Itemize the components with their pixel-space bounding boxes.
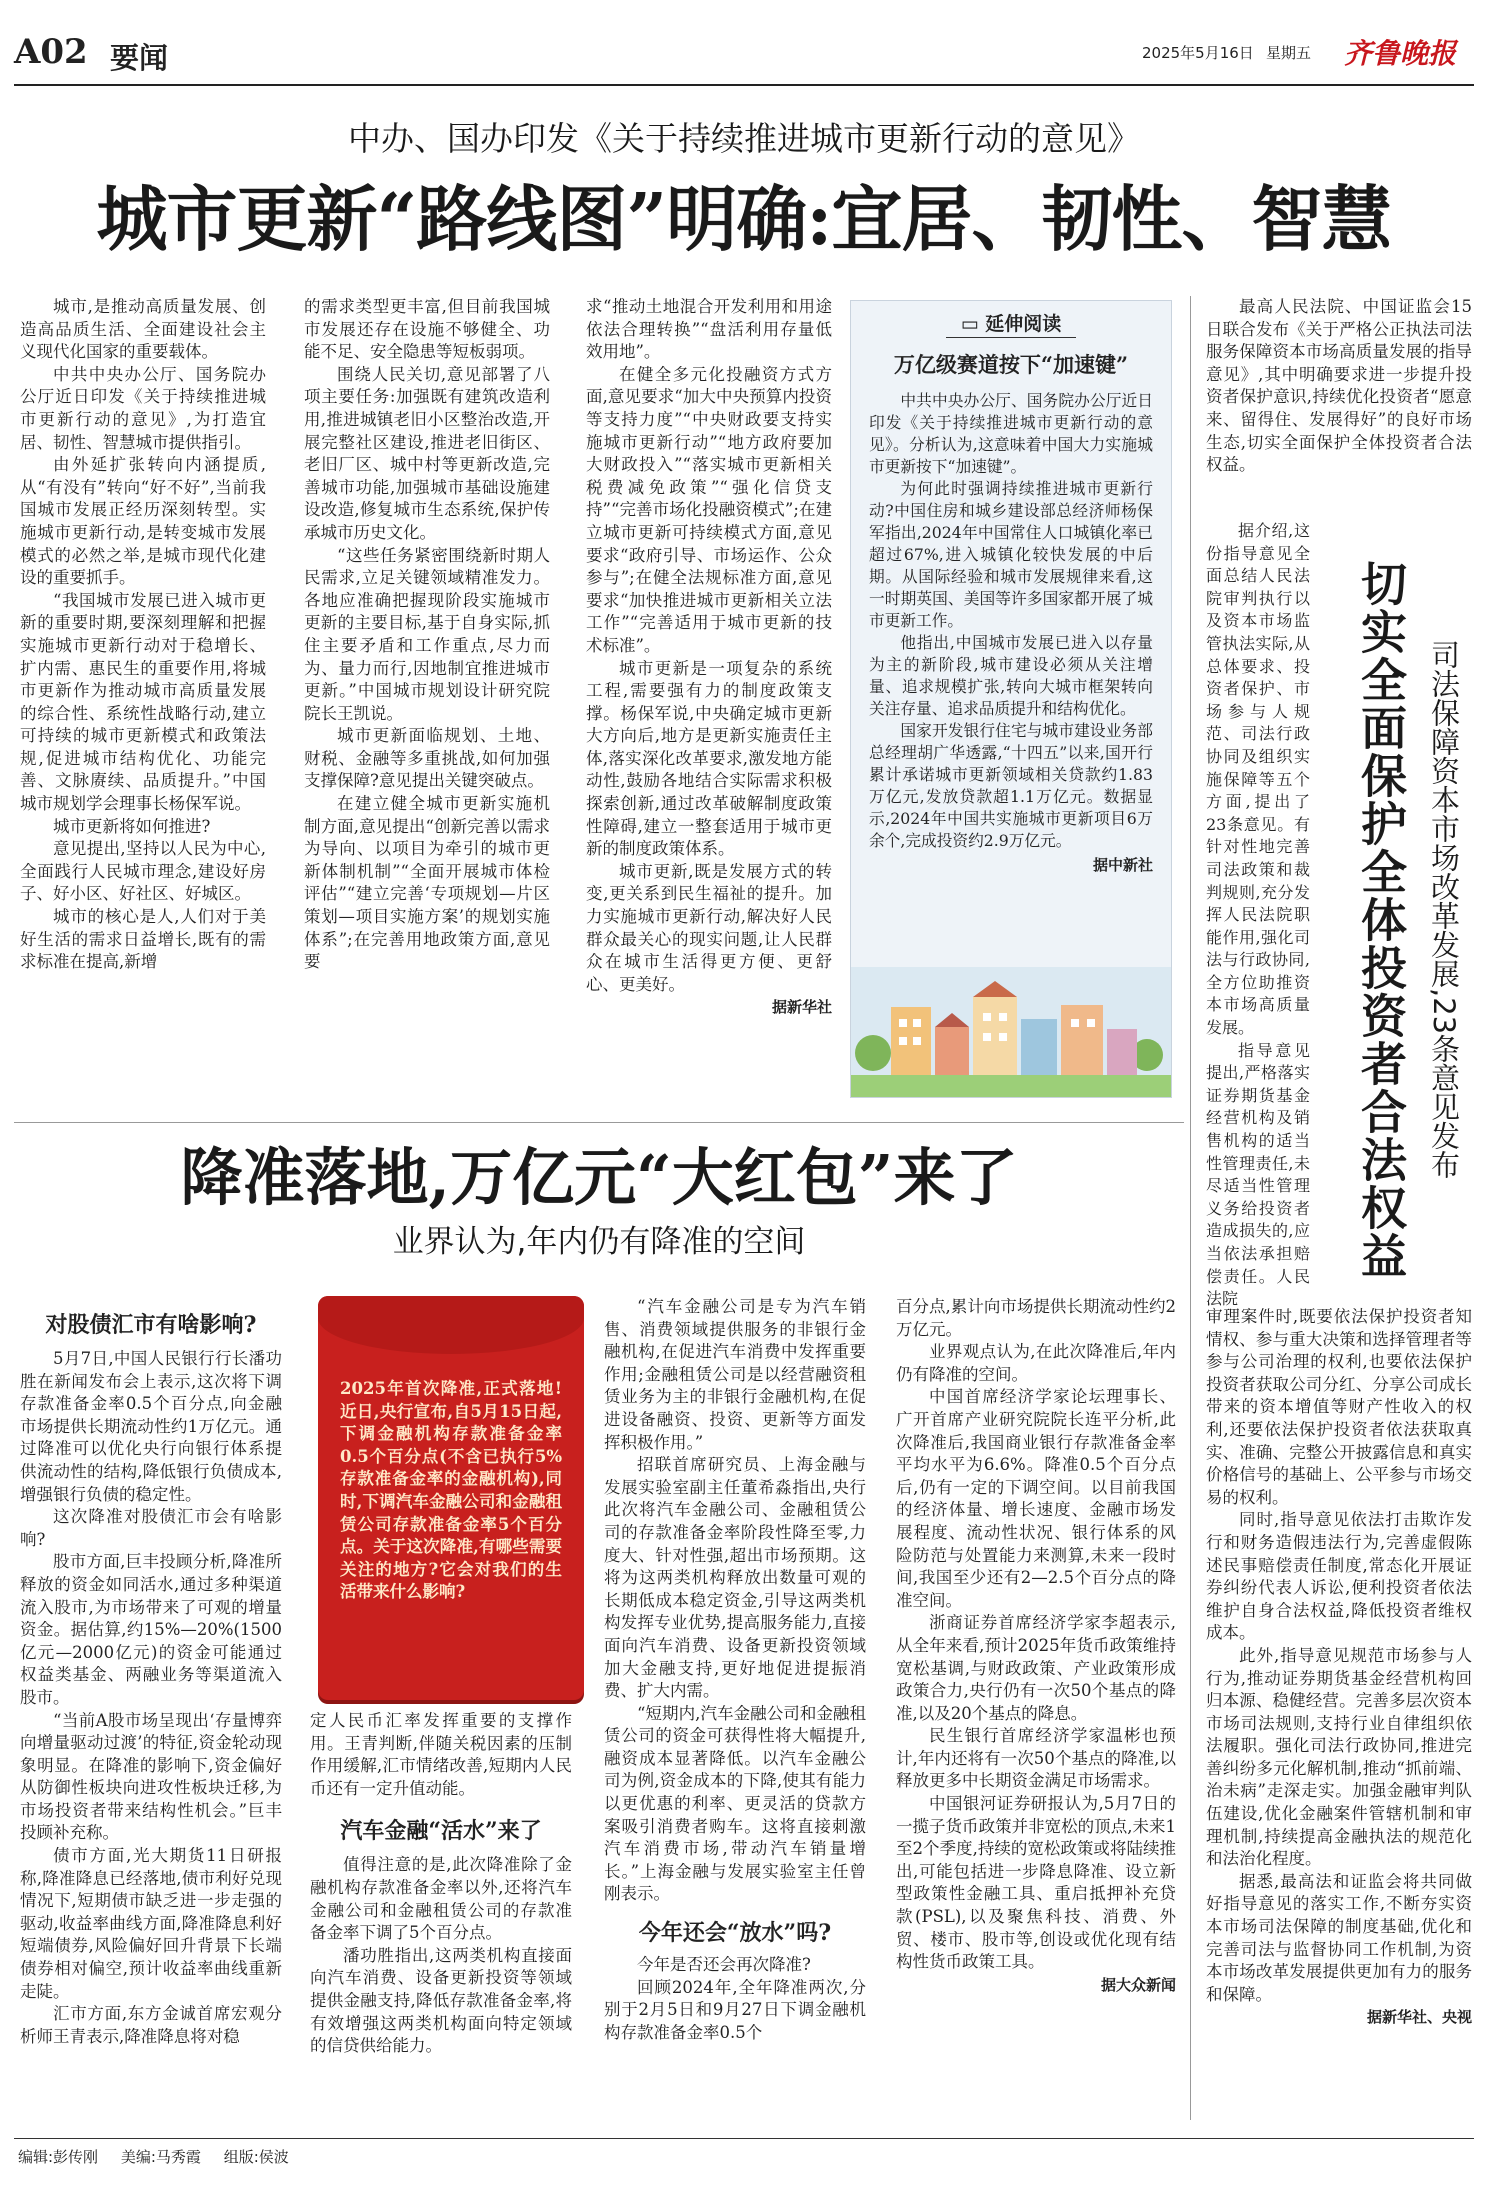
paragraph: 回顾2024年,全年降准两次,分别于2月5日和9月27日下调金融机构存款准备金率0.5个 [604,1977,866,2042]
paragraph: 城市,是推动高质量发展、创造高品质生活、全面建设社会主义现代化国家的重要载体。 [20,297,266,362]
paragraph: 汇市方面,东方金诚首席宏观分析师王青表示,降准降息将对稳 [20,2004,282,2046]
illustration-window [1071,1019,1079,1027]
paragraph: 值得注意的是,此次降准除了金融机构存款准备金率以外,还将汽车金融公司和金融租赁公司的存款准备金率下调了5个百分点。 [310,1855,572,1943]
illustration-building [1107,1029,1137,1077]
paragraph: 城市的核心是人,人们对于美好生活的需求日益增长,既有的需求标准在提高,新增 [20,907,266,972]
illustration-building [935,1027,969,1077]
paragraph: 定人民币汇率发挥重要的支撑作用。王青判断,伴随关税因素的压制作用缓解,汇市情绪改善,短期内人民币还有一定升值动能。 [310,1711,572,1798]
paragraph: 招联首席研究员、上海金融与发展实验室副主任董希淼指出,央行此次将汽车金融公司、金融租赁公司的存款准备金率阶段性降至零,力度大、针对性强,超出市场预期。这将为这两类机构释放出数量可观的长期低成本稳定资金,引导这两类机构发挥专业优势,提高服务能力,直接面向汽车消费、设备更新投资领域加大金融支持,更好地促进提振消费、扩大内需。 [604,1455,866,1701]
story2-col2 [310,1710,572,2058]
story1-kicker: 中办、国办印发《关于持续推进城市更新行动的意见》 [348,119,1140,158]
paragraph: 中共中央办公厅、国务院办公厅近日印发《关于持续推进城市更新行动的意见》。分析认为,这意味着中国大力实施城市更新按下“加速键”。 [869,391,1153,476]
paragraph: 城市更新,既是发展方式的转变,更关系到民生福祉的提升。加力实施城市更新行动,解决好人民群众最关心的现实问题,让人民群众在城市生活得更方便、更舒心、更美好。 [586,861,832,994]
paragraph: 据介绍,这份指导意见全面总结人民法院审判执行以及资本市场监管执法实际,从总体要求、投资者保护、市场参与人规范、司法行政协同及组织实施保障等五个方面,提出了23条意见。有针对性地完善司法政策和裁判规则,充分发挥人民法院职能作用,强化司法与行政协同,全方位助推资本市场高质量发展。 [1206,521,1310,1038]
page-number: A02 [14,32,88,72]
extended-tag [946,311,1076,338]
section-name: 要闻 [110,41,169,75]
story1-headline: 城市更新“路线图”明确:宜居、韧性、智慧 [96,177,1392,261]
paragraph: 股市方面,巨丰投顾分析,降准所释放的资金如同活水,通过多种渠道流入股市,为市场带来了可观的增量资金。据估算,约15%—20%(1500亿元—2000亿元)的资金可能通过权益类基金、两融业务等渠道流入股市。 [20,1552,282,1707]
illustration-building [891,1007,931,1077]
paragraph: “汽车金融公司是专为汽车销售、消费领域提供服务的非银行金融机构,在促进汽车消费中发挥重要作用;金融租赁公司是以经营融资租赁业务为主的非银行金融机构,在促进设备融资、投资、更新等方面发挥积极作用。” [604,1297,866,1452]
paragraph: 今年是否还会再次降准? [637,1955,811,1975]
designer-credit: 美编:马秀霞 [120,2148,201,2166]
paragraph: 中国银河证券研报认为,5月7日的一揽子货币政策并非宽松的顶点,未来1至2个季度,持续的宽松政策或将陆续推出,可能包括进一步降息降准、设立新型政策性金融工具、重启抵押补充贷款(PSL),以及聚焦科技、消费、外贸、楼市、股市等,创设或优化现有结构性货币政策工具。 [896,1794,1176,1972]
extended-credit: 据中新社 [1092,856,1153,874]
paragraph: “当前A股市场呈现出‘存量博弈向增量驱动过渡’的特征,资金轮动现象明显。在降准的影响下,资金偏好从防御性板块向进攻性板块迁移,为市场投资者带来结构性机会。”巨丰投顾补充称。 [20,1710,282,1843]
paragraph: 意见提出,坚持以人民为中心,全面践行人民城市理念,建设好房子、好小区、好社区、好城区。 [20,839,266,904]
illustration-window [899,1019,907,1027]
illustration-building [1021,1019,1057,1077]
extended-tag-label: 延伸阅读 [985,313,1062,335]
paragraph: “我国城市发展已进入城市更新的重要时期,要深刻理解和把握实施城市更新行动对于稳增长、扩内需、惠民生的重要作用,将城市更新作为推动城市高质量发展的综合性、系统性战略行动,建立可持续的城市更新模式和政策法规,促进城市结构优化、功能完善、文脉赓续、品质提升。”中国城市规划学会理事长杨保军说。 [20,590,266,814]
paragraph: 审理案件时,既要依法保护投资者知情权、参与重大决策和选择管理者等参与公司治理的权利,也要依法保护投资者获取公司分红、分享公司成长带来的资本增值等财产性收入的权利,还要依法保护投资者依法获取真实、准确、完整公开披露信息和真实价格信号的基础上、公平参与市场交易的权利。 [1206,1307,1472,1507]
document-icon: ▭ [960,313,979,335]
story1-col3 [586,296,832,1018]
side-kicker: 司法保障资本市场改革发展,23条意见发布 [1427,640,1461,1180]
side-credit: 据新华社、央视 [1366,2008,1472,2027]
paragraph: 同时,指导意见依法打击欺诈发行和财务造假违法行为,完善虚假陈述民事赔偿责任制度,常态化开展证券纠纷代表人诉讼,便利投资者依法维护自身合法权益,降低投资者维权成本。 [1206,1510,1472,1643]
paragraph: “短期内,汽车金融公司和金融租赁公司的资金可获得性将大幅提升,融资成本显著降低。以汽车金融公司为例,资金成本的下降,使其有能力以更优惠的利率、更灵活的贷款方案吸引消费者购车。这将直接刺激汽车消费市场,带动汽车销量增长。”上海金融与发展实验室主任曾刚表示。 [604,1703,866,1904]
paragraph: 债市方面,光大期货11日研报称,降准降息已经落地,债市利好兑现情况下,短期债市缺乏进一步走强的驱动,收益率曲线方面,降准降息利好短端债券,风险偏好回升背景下长端债券相对偏空,预计收益率曲线重新走陡。 [20,1846,282,2001]
illustration-window [999,1013,1007,1021]
extended-body [851,380,1171,876]
issue-date: 2025年5月16日 [1142,44,1254,62]
story1-col2 [304,296,550,974]
story-divider [14,1122,1184,1123]
story1-col1 [20,296,266,974]
side-headline: 切实全面保护全体投资者合法权益 [1354,560,1408,1280]
illustration-window [899,1037,907,1045]
story2-headline: 降准落地,万亿元“大红包”来了 [180,1141,1018,1214]
illustration-window [999,1033,1007,1041]
paragraph: 潘功胜指出,这两类机构直接面向汽车消费、设备更新投资等领域提供金融支持,降低存款准备金率,将有效增强这两类机构面向特定领域的信贷供给能力。 [310,1945,572,2056]
footer-rule [14,2138,1474,2139]
extended-reading-box [850,300,1172,1098]
red-envelope-box [318,1296,584,1700]
column-divider [1190,296,1191,2120]
extended-title: 万亿级赛道按下“加速键” [893,352,1129,377]
paragraph: 围绕人民关切,意见部署了八项主要任务:加强既有建筑改造利用,推进城镇老旧小区整治改造,开展完整社区建设,推进老旧街区、老旧厂区、城中村等更新改造,完善城市功能,加强城市基础设施建设改造,修复城市生态系统,保护传承城市历史文化。 [304,364,550,542]
header-rule [14,84,1474,86]
paragraph: 他指出,中国城市发展已进入以存量为主的新阶段,城市建设必须从关注增量、追求规模扩张,转向大城市框架转向关注存量、追求品质提升和结构优化。 [869,633,1153,718]
illustration-ground [851,1075,1171,1097]
paragraph: 城市更新将如何推进? [53,816,211,836]
story2-subhead: 业界认为,年内仍有降准的空间 [392,1224,806,1260]
story2-subhead-stock-bond: 对股债汇市有啥影响? [45,1312,257,1338]
illustration-window [983,1033,991,1041]
paragraph: 民生银行首席经济学家温彬也预计,年内还将有一次50个基点的降准,以释放更多中长期资金满足市场需求。 [896,1726,1176,1791]
city-skyline-illustration [851,967,1171,1097]
paragraph: 求“推动土地混合开发利用和用途依法合理转换”“盘活利用存量低效用地”。 [586,297,832,362]
paragraph: 业界观点认为,在此次降准后,年内仍有降准的空间。 [896,1342,1176,1384]
story2-subhead-auto-finance: 汽车金融“活水”来了 [340,1818,542,1845]
paragraph: 中国首席经济学家论坛理事长、广开首席产业研究院院长连平分析,此次降准后,我国商业银行存款准备金率平均水平为6.6%。降准0.5个百分点后,仍有一定的下调空间。以目前我国的经济体量、增长速度、金融市场发展程度、流动性状况、银行体系的风险防范与处置能力来测算,未来一段时间,我国至少还有2—2.5个百分点的降准空间。 [896,1387,1176,1610]
paragraph: 在建立健全城市更新实施机制方面,意见提出“创新完善以需求为导向、以项目为牵引的城市更新体制机制”“全面开展城市体检评估”“建立完善‘专项规划—片区策划—项目实施方案’的规划实施体系”;在完善用地政策方面,意见要 [304,794,550,972]
paragraph: 这次降准对股债汇市会有啥影响? [20,1507,282,1549]
envelope-flap [318,1296,584,1354]
illustration-window [913,1019,921,1027]
side-narrow-text [1206,520,1310,1311]
illustration-window [1087,1019,1095,1027]
paragraph: 5月7日,中国人民银行行长潘功胜在新闻发布会上表示,这次将下调存款准备金率0.5个百分点,向金融市场提供长期流动性约1万亿元。通过降准可以优化央行向银行体系提供流动性的结构,降低银行负债成本,增强银行负债的稳定性。 [20,1349,282,1504]
illustration-window [983,1013,991,1021]
paragraph: 中共中央办公厅、国务院办公厅近日印发《关于持续推进城市更新行动的意见》,为打造宜居、韧性、智慧城市提供指引。 [20,364,266,452]
side-bottom-text [1206,1306,1472,2028]
paragraph: 据悉,最高法和证监会将共同做好指导意见的落实工作,不断夯实资本市场司法保障的制度基础,优化和完善司法与监督协同工作机制,为资本市场改革发展提供更加有力的服务和保障。 [1206,1871,1472,2004]
story1-credit: 据新华社 [771,998,832,1017]
paragraph: 城市更新面临规划、土地、财税、金融等多重挑战,如何加强支撑保障?意见提出关键突破点。 [304,726,550,791]
illustration-building [1061,1005,1103,1077]
illustration-window [913,1037,921,1045]
story2-col4 [896,1296,1176,1996]
paragraph: 浙商证券首席经济学家李超表示,从全年来看,预计2025年货币政策维持宽松基调,与财政政策、产业政策形成政策合力,央行仍有一次50个基点的降准,以及20个基点的降息。 [896,1613,1176,1723]
paragraph: 的需求类型更丰富,但目前我国城市发展还存在设施不够健全、功能不足、安全隐患等短板弱项。 [304,297,550,362]
illustration-building [973,997,1017,1077]
paragraph: 最高人民法院、中国证监会15日联合发布《关于严格公正执法司法 服务保障资本市场高质量发展的指导意见》,其中明确要求进一步提升投资者保护意识,持续优化投资者“愿意来、留得住、发展得好”的良好市场生态,切实全面保护全体投资者合法权益。 [1206,297,1472,475]
paragraph: “这些任务紧密围绕新时期人民需求,立足关键领域精准发力。各地应准确把握现阶段实施城市更新的主要目标,基于自身实际,抓住主要矛盾和工作重点,尽力而为、量力而行,因地制宜推进城市更新。”中国城市规划设计研究院院长王凯说。 [304,545,550,723]
page-header [14,30,1474,78]
story2-credit: 据大众新闻 [1100,1975,1176,1994]
red-box-text: 2025年首次降准,正式落地!近日,央行宣布,自5月15日起,下调金融机构存款准备金率0.5个百分点(不含已执行5%存款准备金率的金融机构),同时,下调汽车金融公司和金融租赁公司存款准备金率5个百分点。关于这次降准,有哪些需要关注的地方?它会对我们的生活带来什么影响? [340,1379,562,1602]
paragraph: 此外,指导意见规范市场参与人行为,推动证券期货基金经营机构回归本源、稳健经营。完善多层次资本市场司法规则,支持行业自律组织依法履职。强化司法行政协同,推进完善纠纷多元化解机制,推动“抓前端、治未病”走深走实。加强金融审判队伍建设,优化金融案件管辖机制和审理机制,持续提高金融执法的规范化和法治化程度。 [1206,1645,1472,1869]
illustration-tree [855,1035,891,1071]
editor-credit: 编辑:彭传刚 [18,2148,99,2166]
paragraph: 国家开发银行住宅与城市建设业务部总经理胡广华透露,“十四五”以来,国开行累计承诺城市更新领域相关贷款约1.83万亿元,发放贷款超1.1万亿元。数据显示,2024年中国共实施城市更新项目6万余个,完成投资约2.9万亿元。 [869,721,1153,850]
paragraph: 城市更新是一项复杂的系统工程,需要强有力的制度政策支撑。杨保军说,中央确定城市更新大方向后,地方是更新实施责任主体,落实深化改革要求,激发地方能动性,鼓励各地结合实际需求积极探索创新,通过改革破解制度政策性障碍,建立一整套适用于城市更新的制度政策体系。 [586,658,832,859]
story2-subhead-more-cuts: 今年还会“放水”吗? [638,1920,832,1947]
layout-credit: 组版:侯波 [223,2148,289,2166]
side-top-text [1206,296,1472,477]
story2-col1 [20,1310,282,2048]
page-footer [18,2146,818,2168]
story2-col3 [604,1296,866,2044]
paragraph: 在健全多元化投融资方式方面,意见要求“加大中央预算内投资等支持力度”“中央财政要支持实施城市更新行动”“地方政府要加大财政投入”“落实城市更新相关税费减免政策”“强化信贷支持”“完善市场化投融资模式”;在建立城市更新可持续模式方面,意见要求“政府引导、市场运作、公众参与”;在健全法规标准方面,意见要求“加快推进城市更新相关立法工作”“完善适用于城市更新的技术标准”。 [586,364,832,655]
paragraph: 百分点,累计向市场提供长期流动性约2万亿元。 [896,1297,1176,1339]
paragraph: 为何此时强调持续推进城市更新行动?中国住房和城乡建设部总经济师杨保军指出,2024年中国常住人口城镇化率已超过67%,进入城镇化较快发展的中后期。从国际经验和城市发展规律来看,这一时期英国、美国等许多国家都开展了城市更新工作。 [869,479,1153,630]
newspaper-logo: 齐鲁晚报 [1344,37,1457,70]
paragraph: 指导意见提出,严格落实证券期货基金经营机构及销售机构的适当性管理责任,未尽适当性管理义务给投资者造成损失的,应当依法承担赔偿责任。人民法院 [1206,1040,1310,1309]
issue-weekday: 星期五 [1266,44,1312,62]
paragraph: 由外延扩张转向内涵提质,从“有没有”转向“好不好”,当前我国城市发展正经历深刻转型。实施城市更新行动,是转变城市发展模式的必然之举,是城市现代化建设的重要抓手。 [20,455,266,588]
